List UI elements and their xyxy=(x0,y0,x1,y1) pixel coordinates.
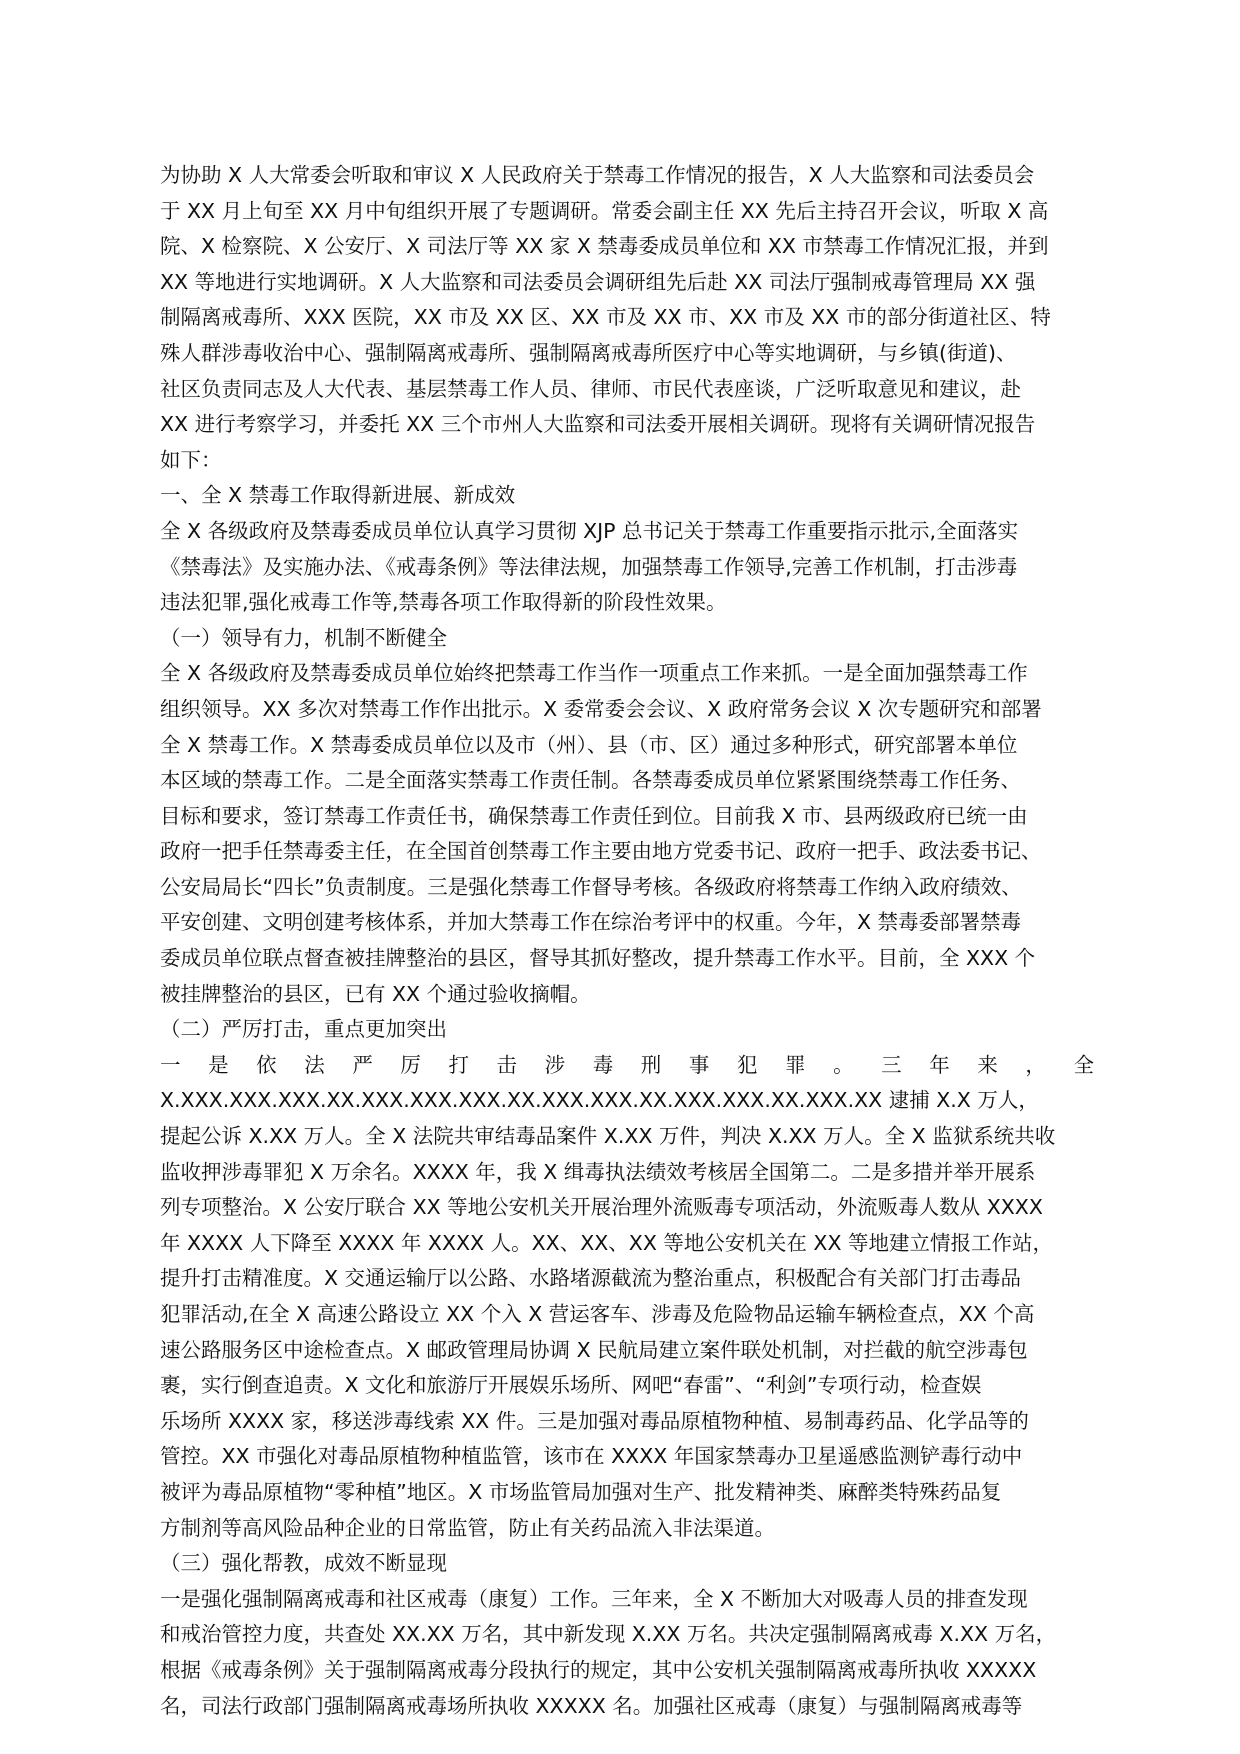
glyph: 毒 xyxy=(592,1052,614,1077)
glyph: 事 xyxy=(688,1052,710,1077)
spread-text-line xyxy=(160,1048,1094,1084)
glyph: ， xyxy=(1025,1052,1046,1077)
glyph: 一 xyxy=(160,1052,181,1077)
glyph: 。 xyxy=(833,1052,854,1077)
glyph: 打 xyxy=(448,1052,469,1077)
text-line: 社区负责同志及人大代表、基层禁毒工作人员、律师、市民代表座谈，广泛听取意见和建议，赴 xyxy=(160,376,1021,401)
glyph: 是 xyxy=(208,1052,229,1077)
text-line: 违法犯罪,强化戒毒工作等,禁毒各项工作取得新的阶段性效果。 xyxy=(160,590,727,615)
text-line: 公安局局长“四长”负责制度。三是强化禁毒工作督导考核。各级政府将禁毒工作纳入政府绩效、 xyxy=(160,874,1022,899)
text-line: X.XXX.XXX.XXX.XX.XXX.XXX.XXX.XX.XXX.XXX.XX.XXX.XXX.XX.XXX.XX 逮捕 X.X 万人， xyxy=(160,1088,1039,1113)
text-line: XX 进行考察学习，并委托 XX 三个市州人大监察和司法委开展相关调研。现将有关调研情况报告 xyxy=(160,412,1036,437)
text-line: 方制剂等高风险品种企业的日常监管，防止有关药品流入非法渠道。 xyxy=(160,1515,775,1540)
text-line: 全 X 禁毒工作。X 禁毒委成员单位以及市（州）、县（市、区）通过多种形式，研究部署本单位 xyxy=(160,732,1018,757)
glyph: 击 xyxy=(496,1052,518,1077)
glyph: 严 xyxy=(352,1052,373,1077)
text-line: 政府一把手任禁毒委主任，在全国首创禁毒工作主要由地方党委书记、政府一把手、政法委书记、 xyxy=(160,839,1042,864)
text-line: 目标和要求，签订禁毒工作责任书，确保禁毒工作责任到位。目前我 X 市、县两级政府已统一由 xyxy=(160,803,1028,828)
text-line: 提起公诉 X.XX 万人。全 X 法院共审结毒品案件 X.XX 万件，判决 X.XX 万人。全 X 监狱系统共收 xyxy=(160,1124,1056,1149)
text-line: 被评为毒品原植物“零种植”地区。X 市场监管局加强对生产、批发精神类、麻醉类特殊药品复 xyxy=(160,1479,1002,1504)
text-line: 年 XXXX 人下降至 XXXX 年 XXXX 人。XX、XX、XX 等地公安机关在 XX 等地建立情报工作站， xyxy=(160,1230,1054,1255)
glyph: 刑 xyxy=(640,1052,662,1077)
text-line: 管控。XX 市强化对毒品原植物种植监管，该市在 XXXX 年国家禁毒办卫星遥感监测铲毒行动中 xyxy=(160,1444,1023,1469)
text-line: 于 XX 月上旬至 XX 月中旬组织开展了专题调研。常委会副主任 XX 先后主持召开会议，听取 X 高 xyxy=(160,198,1049,223)
glyph: 全 xyxy=(1073,1052,1094,1077)
text-line: XX 等地进行实地调研。X 人大监察和司法委员会调研组先后赴 XX 司法厅强制戒毒管理局 XX 强 xyxy=(160,269,1036,294)
text-line: 本区域的禁毒工作。二是全面落实禁毒工作责任制。各禁毒委成员单位紧紧围绕禁毒工作任务、 xyxy=(160,768,1021,793)
text-line: 委成员单位联点督查被挂牌整治的县区，督导其抓好整改，提升禁毒工作水平。目前，全 XXX 个 xyxy=(160,946,1036,971)
document-page xyxy=(160,158,1094,1724)
glyph: 年 xyxy=(929,1052,950,1077)
glyph: 来 xyxy=(977,1052,998,1077)
text-line: 速公路服务区中途检查点。X 邮政管理局协调 X 民航局建立案件联处机制，对拦截的航空涉毒包 xyxy=(160,1337,1028,1362)
text-line: 制隔离戒毒所、XXX 医院，XX 市及 XX 区、XX 市及 XX 市、XX 市及 XX 市的部分街道社区、特 xyxy=(160,305,1051,330)
section-heading: 一、全 X 禁毒工作取得新进展、新成效 xyxy=(160,483,516,508)
subsection1-paragraph xyxy=(160,656,1094,1012)
text-line: 为协助 X 人大常委会听取和审议 X 人民政府关于禁毒工作情况的报告，X 人大监察和司法委员会 xyxy=(160,163,1035,187)
subsection-heading: （二）严厉打击，重点更加突出 xyxy=(160,1017,447,1042)
text-line: 被挂牌整治的县区，已有 XX 个通过验收摘帽。 xyxy=(160,981,591,1006)
text-line: 乐场所 XXXX 家，移送涉毒线索 XX 件。三是加强对毒品原植物种植、易制毒药品、化学品等的 xyxy=(160,1408,1029,1433)
glyph: 厉 xyxy=(400,1052,421,1077)
glyph: 涉 xyxy=(544,1052,566,1077)
glyph: 罪 xyxy=(785,1052,806,1077)
subsection-heading: （一）领导有力，机制不断健全 xyxy=(160,625,447,650)
subsection-heading: （三）强化帮教，成效不断显现 xyxy=(160,1551,447,1576)
section1-paragraph xyxy=(160,514,1094,621)
text-line: 全 X 各级政府及禁毒委成员单位认真学习贯彻 XJP 总书记关于禁毒工作重要指示批示,全面落实 xyxy=(160,518,1019,543)
glyph: 三 xyxy=(881,1052,902,1077)
text-line: 根据《戒毒条例》关于强制隔离戒毒分段执行的规定，其中公安机关强制隔离戒毒所执收 XXXXX xyxy=(160,1657,1037,1682)
text-line: 一是强化强制隔离戒毒和社区戒毒（康复）工作。三年来，全 X 不断加大对吸毒人员的排查发现 xyxy=(160,1586,1028,1611)
text-line: 全 X 各级政府及禁毒委成员单位始终把禁毒工作当作一项重点工作来抓。一是全面加强禁毒工作 xyxy=(160,661,1028,686)
glyph: 犯 xyxy=(736,1052,758,1077)
glyph: 法 xyxy=(304,1052,325,1077)
text-line: 名，司法行政部门强制隔离戒毒场所执收 XXXXX 名。加强社区戒毒（康复）与强制隔离戒毒等 xyxy=(160,1693,1023,1718)
text-line: 犯罪活动,在全 X 高速公路设立 XX 个入 X 营运客车、涉毒及危险物品运输车辆检查点，XX 个高 xyxy=(160,1302,1035,1326)
text-line: 监收押涉毒罪犯 X 万余名。XXXX 年，我 X 缉毒执法绩效考核居全国第二。二是多措并举开展系 xyxy=(160,1159,1036,1184)
text-line: 院、X 检察院、X 公安厅、X 司法厅等 XX 家 X 禁毒委成员单位和 XX 市禁毒工作情况汇报，并到 xyxy=(160,234,1049,259)
subsection3-paragraph xyxy=(160,1582,1094,1724)
text-line: 平安创建、文明创建考核体系，并加大禁毒工作在综治考评中的权重。今年，X 禁毒委部署禁毒 xyxy=(160,910,1022,935)
text-line: 和戒治管控力度，共查处 XX.XX 万名，其中新发现 X.XX 万名。共决定强制隔离戒毒 X.XX 万名， xyxy=(160,1622,1057,1647)
text-line: 《禁毒法》及实施办法、《戒毒条例》等法律法规，加强禁毒工作领导,完善工作机制，打击涉毒 xyxy=(160,554,1018,579)
text-line: 殊人群涉毒收治中心、强制隔离戒毒所、强制隔离戒毒所医疗中心等实地调研，与乡镇(街道)、 xyxy=(160,340,1017,365)
text-line: 列专项整治。X 公安厅联合 XX 等地公安机关开展治理外流贩毒专项活动，外流贩毒人数从 XXXX xyxy=(160,1195,1043,1220)
text-line: 如下： xyxy=(160,447,222,472)
text-line: 裹，实行倒查追责。X 文化和旅游厅开展娱乐场所、网吧“春雷”、“利剑”专项行动，检查娱 xyxy=(160,1373,982,1398)
text-line: 提升打击精准度。X 交通运输厅以公路、水路堵源截流为整治重点，积极配合有关部门打击毒品 xyxy=(160,1266,1022,1291)
glyph: 依 xyxy=(256,1052,277,1077)
subsection2-paragraph xyxy=(160,1048,1094,1546)
text-line: 组织领导。XX 多次对禁毒工作作出批示。X 委常委会会议、X 政府常务会议 X 次专题研究和部署 xyxy=(160,696,1042,721)
intro-paragraph xyxy=(160,158,1094,478)
